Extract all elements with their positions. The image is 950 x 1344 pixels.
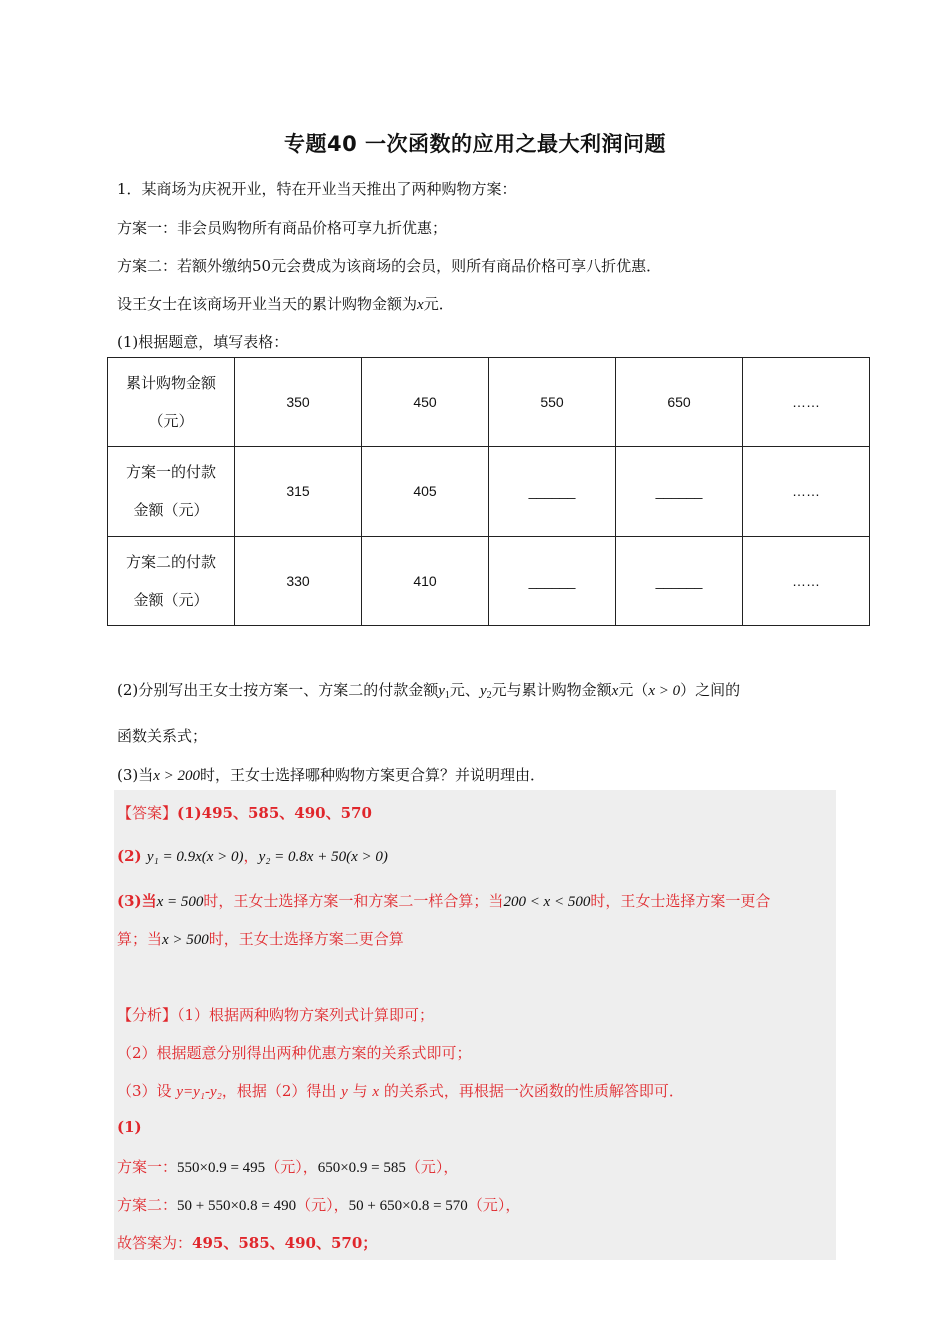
table-cell: 650 xyxy=(616,358,743,447)
answer-label: 【答案】 xyxy=(117,804,178,822)
unit-text: （元）， xyxy=(405,1158,459,1176)
setup-text-b: 元． xyxy=(423,295,454,313)
part2-text-c: 元与累计购物金额 xyxy=(491,681,612,699)
answer-part3-line2 xyxy=(117,928,404,949)
analysis-plan2 xyxy=(117,1194,520,1215)
math-expr: 50 + 650×0.8 = 570 xyxy=(348,1198,468,1214)
part2-text-a: (2)分别写出王女士按方案一、方案二的付款金额 xyxy=(117,681,439,699)
setup-text xyxy=(117,293,454,314)
table-cell: 350 xyxy=(235,358,362,447)
analysis-step3-d: 的关系式，再根据一次函数的性质解答即可． xyxy=(379,1082,684,1100)
part3-text xyxy=(117,764,545,785)
setup-text-a: 设王女士在该商场开业当天的累计购物金额为 xyxy=(117,295,418,313)
separator: ， xyxy=(243,847,259,865)
table-cell: 410 xyxy=(362,536,489,625)
final-answer: 495、585、490、570； xyxy=(192,1234,378,1252)
plan1-label: 方案一： xyxy=(117,1158,178,1176)
var-x: x xyxy=(417,297,424,313)
answer-part3-text-5: 时，王女士选择方案二更合算 xyxy=(208,930,404,948)
math-expr: 50 + 550×0.8 = 490 xyxy=(177,1198,297,1214)
sub-2: 2 xyxy=(486,690,492,701)
part2-text-e: ）之间的 xyxy=(680,681,741,699)
table-cell: ______ xyxy=(489,536,616,625)
row-label-line1: 方案一的付款 xyxy=(125,463,216,482)
plan-two-text: 方案二：若额外缴纳50元会费成为该商场的会员，则所有商品价格可享八折优惠． xyxy=(117,257,662,275)
unit-text: （元）， xyxy=(265,1158,318,1176)
math-expr: 650×0.9 = 585 xyxy=(317,1160,406,1176)
math-expr: y=y₁-y₂ xyxy=(176,1084,222,1100)
analysis-step1: （1）根据两种购物方案列式计算即可； xyxy=(177,1006,435,1024)
table-row xyxy=(108,536,870,625)
analysis-step2: （2）根据题意分别得出两种优惠方案的关系式即可； xyxy=(117,1044,472,1062)
answer-part3-text-1: (3)当 xyxy=(117,892,157,910)
plan-one-text: 方案一：非会员购物所有商品价格可享九折优惠； xyxy=(117,219,448,237)
var-y1: y xyxy=(438,683,445,699)
row-label-line2: 金额（元） xyxy=(133,501,209,520)
table-cell: ______ xyxy=(616,536,743,625)
analysis-part1-label: (1) xyxy=(117,1118,142,1136)
row-header xyxy=(108,536,235,625)
part2-text-b: 元、 xyxy=(449,681,480,699)
row-header xyxy=(108,358,235,447)
var-x: x xyxy=(611,683,619,699)
table-cell: ______ xyxy=(489,447,616,536)
answer-part1 xyxy=(117,802,372,823)
analysis-step3-c: 与 xyxy=(347,1082,373,1100)
part3-text-b: 时，王女士选择哪种购物方案更合算？并说明理由． xyxy=(200,766,546,784)
analysis-step3-a: （3）设 xyxy=(117,1082,177,1100)
unit-text: （元）， xyxy=(467,1196,521,1214)
table-cell: ______ xyxy=(616,447,743,536)
answer-part3-text-2: 时，王女士选择方案一和方案二一样合算；当 xyxy=(203,892,504,910)
analysis-step3-b: ，根据（2）得出 xyxy=(221,1082,342,1100)
table-cell: 550 xyxy=(489,358,616,447)
analysis-heading xyxy=(117,1004,434,1025)
math-expr: 550×0.9 = 495 xyxy=(177,1160,266,1176)
row-label-line1: 累计购物金额 xyxy=(125,374,216,393)
analysis-final xyxy=(117,1232,377,1253)
math-expr: 200 < x < 500 xyxy=(503,894,591,910)
final-label: 故答案为： xyxy=(117,1234,193,1252)
answer-part3-text-3: 时，王女士选择方案一更合 xyxy=(590,892,771,910)
equation-y2: y₂ = 0.8x + 50(x > 0) xyxy=(258,849,388,865)
table-cell: 330 xyxy=(235,536,362,625)
math-expr: x = 500 xyxy=(156,894,204,910)
plan2-label: 方案二： xyxy=(117,1196,178,1214)
part2-line2: 函数关系式； xyxy=(117,727,208,745)
table-cell: …… xyxy=(743,536,870,625)
var-x: x xyxy=(372,1084,380,1100)
math-expr: x > 500 xyxy=(162,932,209,948)
table-cell: 450 xyxy=(362,358,489,447)
unit-text: （元）， xyxy=(296,1196,349,1214)
question-intro: 1．某商场为庆祝开业，特在开业当天推出了两种购物方案： xyxy=(117,180,517,198)
answer-part2-prefix: (2) xyxy=(117,847,147,865)
part1-text: (1)根据题意，填写表格： xyxy=(117,333,289,351)
answer-part3-line1 xyxy=(117,890,770,911)
table-row xyxy=(108,447,870,536)
table-cell: …… xyxy=(743,358,870,447)
var-y: y xyxy=(341,1084,348,1100)
table-cell: 315 xyxy=(235,447,362,536)
data-table xyxy=(107,357,870,626)
answer-part1-text: (1)495、585、490、570 xyxy=(177,804,372,822)
analysis-step3 xyxy=(117,1080,684,1101)
table-row xyxy=(108,358,870,447)
row-label-line1: 方案二的付款 xyxy=(125,552,216,571)
table-cell: 405 xyxy=(362,447,489,536)
equation-y1: y₁ = 0.9x(x > 0) xyxy=(146,849,244,865)
answer-part3-text-4: 算；当 xyxy=(117,930,163,948)
row-label-line2: （元） xyxy=(148,412,194,431)
part2-text xyxy=(117,679,740,701)
part3-text-a: (3)当 xyxy=(117,766,154,784)
row-header xyxy=(108,447,235,536)
table-cell: …… xyxy=(743,447,870,536)
condition-math: x > 0 xyxy=(648,683,681,699)
analysis-label: 【分析】 xyxy=(117,1006,178,1024)
answer-part2 xyxy=(117,845,388,866)
analysis-plan1 xyxy=(117,1156,458,1177)
sub-1: 1 xyxy=(444,690,450,701)
condition-math: x > 200 xyxy=(153,768,201,784)
row-label-line2: 金额（元） xyxy=(133,590,209,609)
page-title: 专题40 一次函数的应用之最大利润问题 xyxy=(283,132,667,156)
part2-text-d: 元（ xyxy=(618,681,649,699)
var-y2: y xyxy=(479,683,487,699)
